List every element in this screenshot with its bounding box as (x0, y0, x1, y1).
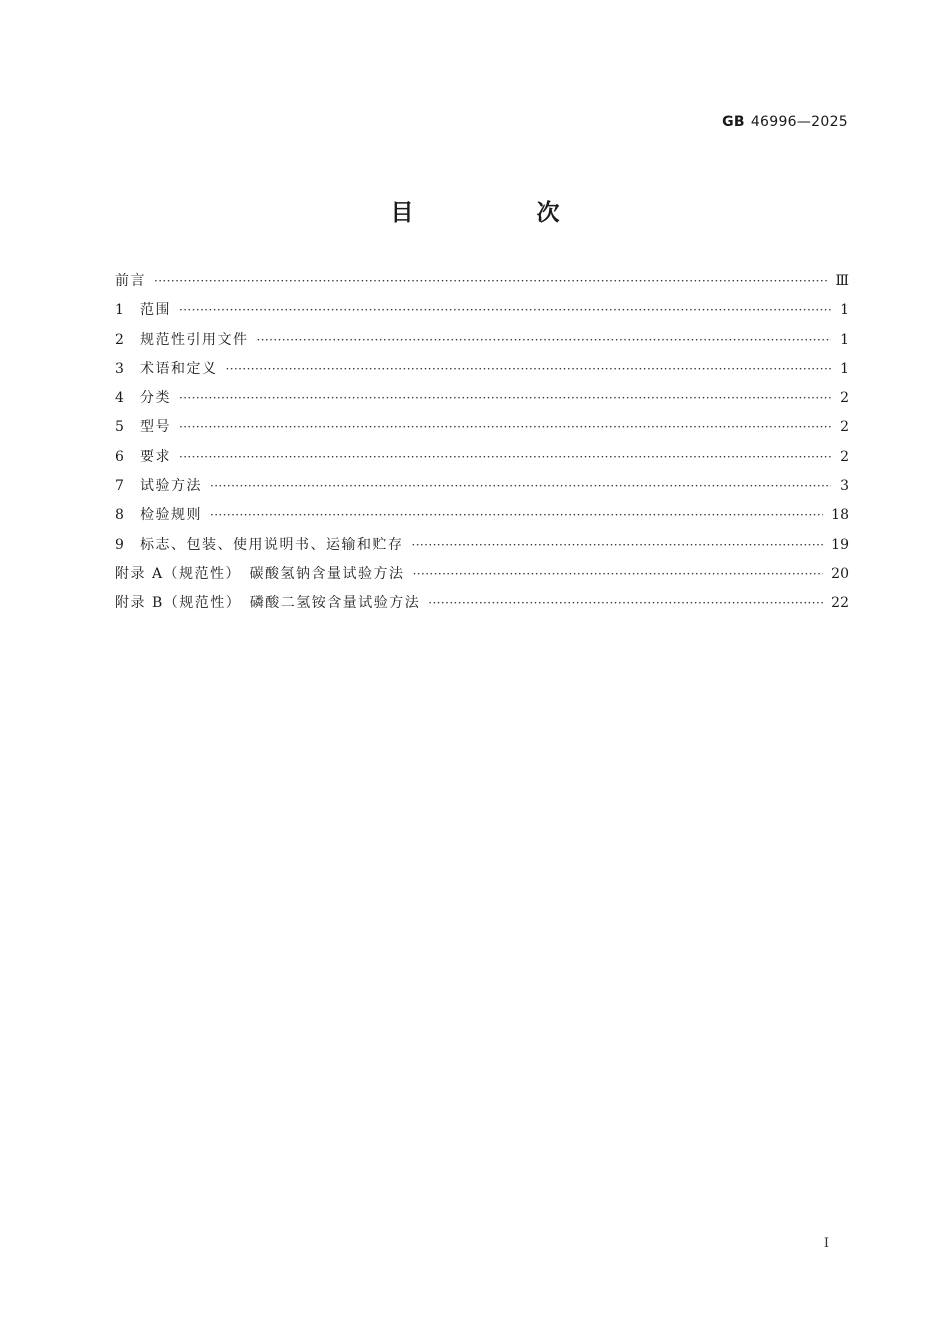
toc-entry-annex-a[interactable] (115, 563, 849, 592)
toc-entry-3[interactable] (115, 358, 849, 387)
toc-entry-6[interactable] (115, 446, 849, 475)
toc-entry-title: 试验方法 (140, 478, 202, 495)
toc-entry-title: 附录 A（规范性） 碳酸氢钠含量试验方法 (115, 565, 405, 582)
page-title: 目 次 (390, 200, 610, 226)
toc-entry-number: 7 (115, 478, 124, 495)
toc-entry-number: 3 (115, 360, 124, 377)
dot-leader (210, 479, 831, 493)
toc-entry-annex-b[interactable] (115, 592, 849, 621)
toc-entry-page: 19 (831, 536, 849, 553)
toc-entry-title: 范围 (140, 302, 171, 319)
dot-leader (413, 567, 824, 581)
toc-entry-page: 1 (840, 360, 849, 377)
toc-entry-page: 3 (840, 478, 849, 495)
toc-entry-page: Ⅲ (835, 273, 849, 289)
standard-prefix: GB (722, 114, 745, 130)
toc-entry-5[interactable] (115, 416, 849, 445)
toc-entry-page: 18 (831, 507, 849, 524)
toc-entry-title: 要求 (140, 448, 171, 465)
toc-entry-7[interactable] (115, 475, 849, 504)
dot-leader (179, 391, 831, 405)
toc-entry-page: 1 (840, 331, 849, 348)
toc-entry-title: 规范性引用文件 (140, 331, 249, 348)
toc-entry-page: 2 (840, 390, 849, 407)
toc-entry-page: 20 (831, 565, 849, 582)
dot-leader (428, 596, 823, 610)
toc-entry-title: 型号 (140, 419, 171, 436)
toc-entry-8[interactable] (115, 504, 849, 533)
toc-entry-title: 标志、包装、使用说明书、运输和贮存 (140, 536, 404, 553)
table-of-contents (115, 270, 849, 622)
dot-leader (257, 333, 832, 347)
toc-entry-page: 2 (840, 419, 849, 436)
toc-entry-9[interactable] (115, 534, 849, 563)
dot-leader (210, 508, 823, 522)
toc-entry-title: 前言 (115, 273, 146, 289)
toc-entry-page: 1 (840, 302, 849, 319)
toc-entry-number: 9 (115, 536, 124, 553)
toc-entry-title: 附录 B（规范性） 磷酸二氢铵含量试验方法 (115, 595, 421, 612)
dot-leader (154, 274, 827, 288)
toc-entry-page: 22 (831, 595, 849, 612)
toc-entry-4[interactable] (115, 387, 849, 416)
toc-entry-2[interactable] (115, 329, 849, 358)
dot-leader (226, 362, 832, 376)
dot-leader (179, 303, 831, 317)
page-number: I (823, 1236, 829, 1251)
standard-number (722, 114, 848, 130)
toc-entry-foreword[interactable] (115, 270, 849, 299)
toc-entry-number: 4 (115, 390, 124, 407)
toc-entry-number: 2 (115, 331, 124, 348)
toc-entry-number: 6 (115, 448, 124, 465)
toc-entry-1[interactable] (115, 299, 849, 328)
toc-entry-title: 术语和定义 (140, 360, 218, 377)
toc-entry-page: 2 (840, 448, 849, 465)
toc-entry-title: 分类 (140, 390, 171, 407)
standard-code: 46996—2025 (750, 114, 848, 130)
dot-leader (179, 420, 831, 434)
dot-leader (412, 538, 824, 552)
toc-entry-number: 5 (115, 419, 124, 436)
toc-entry-title: 检验规则 (140, 507, 202, 524)
toc-entry-number: 1 (115, 302, 124, 319)
toc-entry-number: 8 (115, 507, 124, 524)
dot-leader (179, 450, 831, 464)
